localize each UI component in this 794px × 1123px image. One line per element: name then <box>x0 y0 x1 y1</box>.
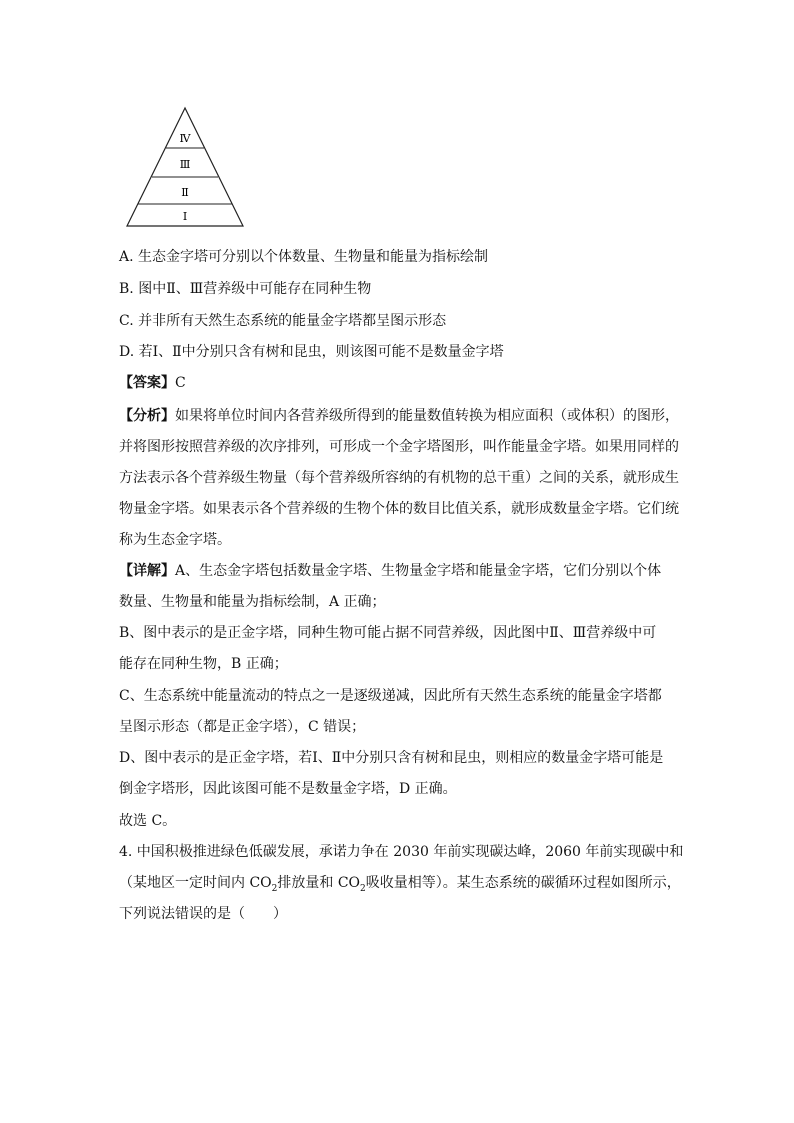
analysis-line-1: 【分析】如果将单位时间内各营养级所得到的能量数值转换为相应面积（或体积）的图形， <box>119 408 679 424</box>
pyramid-level-2-label: Ⅱ <box>181 186 189 199</box>
answer-value: C <box>175 375 186 391</box>
question-4-line-1: 4. 中国积极推进绿色低碳发展，承诺力争在 2030 年前实现碳达峰，2060 年前实现碳中和 <box>119 844 684 860</box>
pyramid-level-1-label: Ⅰ <box>182 210 188 223</box>
co2-subscript: 2 <box>271 883 278 894</box>
option-b: B. 图中Ⅱ、Ⅲ营养级中可能存在同种生物 <box>119 281 372 297</box>
analysis-line-4: 物量金字塔。如果表示各个营养级的生物个体的数目比值关系，就形成数量金字塔。它们统 <box>119 501 679 517</box>
detail-line-5: C、生态系统中能量流动的特点之一是逐级递减，因此所有天然生态系统的能量金字塔都 <box>119 688 662 704</box>
question-4-line-3: 下列说法错误的是（ ） <box>119 906 287 922</box>
detail-line-2: 数量、生物量和能量为指标绘制，A 正确； <box>119 594 386 610</box>
analysis-line-2: 并将图形按照营养级的次序排列，可形成一个金字塔图形，叫作能量金字塔。如果用同样的 <box>119 439 679 455</box>
pyramid-level-4-label: Ⅳ <box>179 132 191 145</box>
analysis-line-3: 方法表示各个营养级生物量（每个营养级所容纳的有机物的总干重）之间的关系，就形成生 <box>119 470 679 486</box>
detail-line-8: 倒金字塔形，因此该图可能不是数量金字塔，D 正确。 <box>119 781 457 797</box>
option-d: D. 若Ⅰ、Ⅱ中分别只含有树和昆虫，则该图可能不是数量金字塔 <box>119 344 504 360</box>
detail-line-1: 【详解】A、生态金字塔包括数量金字塔、生物量金字塔和能量金字塔，它们分别以个体 <box>119 563 662 579</box>
answer-line <box>119 373 186 393</box>
answer-tag: 【答案】 <box>119 375 175 391</box>
analysis-tag: 【分析】 <box>119 408 175 424</box>
detail-line-4: 能存在同种生物，B 正确； <box>119 656 288 672</box>
pyramid-level-3-label: Ⅲ <box>179 158 191 171</box>
option-a: A. 生态金字塔可分别以个体数量、生物量和能量为指标绘制 <box>119 249 489 265</box>
detail-tag: 【详解】 <box>119 563 175 579</box>
question-4-line-2: （某地区一定时间内 $CO_2$排放量和 $CO_2$吸收量相等）。某生态系统的碳循环过程如图所示， <box>119 875 681 894</box>
energy-pyramid-figure <box>125 106 245 228</box>
detail-line-7: D、图中表示的是正金字塔，若Ⅰ、Ⅱ中分别只含有树和昆虫，则相应的数量金字塔可能是 <box>119 750 664 766</box>
detail-line-6: 呈图示形态（都是正金字塔），C 错误； <box>119 719 366 735</box>
option-c: C. 并非所有天然生态系统的能量金字塔都呈图示形态 <box>119 313 447 329</box>
analysis-line-5: 称为生态金字塔。 <box>119 532 231 548</box>
detail-line-3: B、图中表示的是正金字塔，同种生物可能占据不同营养级，因此图中Ⅱ、Ⅲ营养级中可 <box>119 625 657 641</box>
co2-subscript: 2 <box>360 883 366 894</box>
detail-conclusion: 故选 C。 <box>119 813 177 829</box>
